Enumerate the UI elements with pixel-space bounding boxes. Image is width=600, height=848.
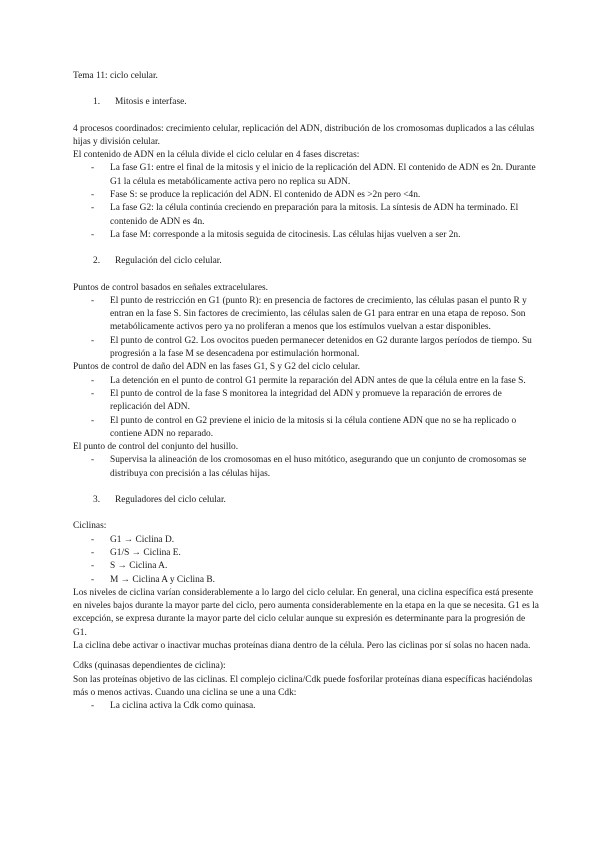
list-item: - La fase M: corresponde a la mitosis seguida de citocinesis. Las células hijas vuelven a ser 2n.: [91, 229, 461, 240]
section-heading-text: Mitosis e interfase.: [115, 97, 187, 108]
checkpoint-list: [73, 375, 540, 441]
paragraph: Los niveles de ciclina varían considerablemente a lo largo del ciclo celular. En general, una ciclina específica está presente en niveles bajos durante la mayor parte del ciclo, pero aumenta considerablemente en la etapa en la que se necesita. G1 es la excepción, se expresa durante la mayor parte del ciclo celular aunque su expresión es determinante para la progresión de G1.: [73, 587, 539, 638]
list-item: - G1 → Ciclina D.: [91, 534, 175, 545]
list-item: - La ciclina activa la Cdk como quinasa.: [91, 701, 256, 712]
section-3-heading: [93, 494, 540, 507]
checkpoint-list: [73, 295, 540, 361]
group-label: Puntos de control basados en señales extracelulares.: [73, 282, 268, 293]
section-2-heading: [93, 255, 540, 268]
group-label: Puntos de control de daño del ADN en las fases G1, S y G2 del ciclo celular.: [73, 362, 360, 373]
list-item: - El punto de control en G2 previene el inicio de la mitosis si la célula contiene ADN que no se ha replicado o contiene ADN no reparado.: [91, 415, 517, 439]
checkpoint-list: [73, 454, 540, 481]
ciclinas-label: Ciclinas:: [73, 521, 107, 532]
paragraph: Son las proteínas objetivo de las ciclinas. El complejo ciclina/Cdk puede fosforilar proteínas diana específicas haciéndolas más o menos activas. Cuando una ciclina se une a una Cdk:: [73, 674, 533, 698]
section-number: 1.: [93, 97, 101, 108]
section-heading-text: Reguladores del ciclo celular.: [115, 495, 226, 506]
group-label: El punto de control del conjunto del husillo.: [73, 442, 239, 453]
list-item: - La fase G1: entre el final de la mitosis y el inicio de la replicación del ADN. El contenido de ADN es 2n. Durante G1 la célula es metabólicamente activa pero no replica su ADN.: [91, 163, 536, 187]
list-item: - El punto de control G2. Los ovocitos pueden permanecer detenidos en G2 durante largos períodos de tiempo. Su progresión a la fase M se desencadena por estimulación hormonal.: [91, 335, 532, 360]
list-item: - La fase G2: la célula continúa creciendo en preparación para la mitosis. La síntesis de ADN ha terminado. El contenido de ADN es 4n.: [91, 203, 519, 227]
list-item: - Fase S: se produce la replicación del ADN. El contenido de ADN es >2n pero <4n.: [91, 190, 421, 201]
cdks-label: Cdks (quinasas dependientes de ciclina):: [73, 661, 226, 672]
paragraph: El contenido de ADN en la célula divide el ciclo celular en 4 fases discretas:: [73, 150, 360, 161]
section-number: 2.: [93, 256, 101, 267]
phase-list: [73, 162, 540, 242]
list-item: - La detención en el punto de control G1 permite la reparación del ADN antes de que la célula entre en la fase S.: [91, 375, 526, 386]
list-item: - El punto de restricción en G1 (punto R): en presencia de factores de crecimiento, las células pasan el punto R y entran en la fase S. Sin factores de crecimiento, las células salen de G1 para entrar en una etapa de reposo. Son metabólicamente activos pero ya no proliferan a menos que los estímulos vuelvan a estar disponibles.: [91, 295, 527, 333]
list-item: - S → Ciclina A.: [91, 561, 168, 572]
section-heading-text: Regulación del ciclo celular.: [115, 256, 222, 267]
paragraph: La ciclina debe activar o inactivar muchas proteínas diana dentro de la célula. Pero las ciclinas por sí solas no hacen nada.: [73, 640, 531, 651]
paragraph: 4 procesos coordinados: crecimiento celular, replicación del ADN, distribución de los cromosomas duplicados a las células hijas y división celular.: [73, 123, 535, 147]
list-item: - El punto de control de la fase S monitorea la integridad del ADN y promueve la reparación de errores de replicación del ADN.: [91, 388, 502, 413]
list-item: - Supervisa la alineación de los cromosomas en el huso mitótico, asegurando que un conjunto de cromosomas se distribuya con precisión a las células hijas.: [91, 455, 527, 479]
cdks-list: [73, 700, 540, 713]
ciclinas-list: [73, 534, 540, 587]
section-1-heading: [93, 96, 540, 109]
list-item: - G1/S → Ciclina E.: [91, 547, 181, 558]
section-number: 3.: [93, 495, 101, 506]
document-title: Tema 11: ciclo celular.: [73, 71, 158, 81]
list-item: - M → Ciclina A y Ciclina B.: [91, 574, 215, 585]
